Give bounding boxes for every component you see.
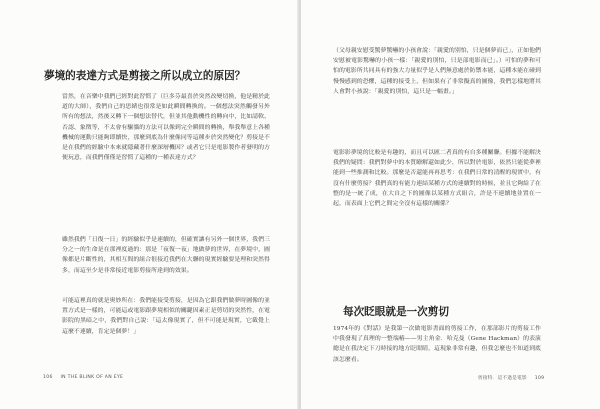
body-paragraph: 1974年的《對話》是我第一次做電影書面的剪接工作，在那部影片的剪接工作中我發現了真理的一整端樁——男主角金．哈克曼（Gene Hackman）的表演總是在我決定下刀時接的地方眨眼睛，這現象非常有趣，但我怎麼也不知道到底該怎麼看。 <box>333 326 541 363</box>
left-page <box>0 0 299 409</box>
page-number: 109 <box>534 376 545 381</box>
body-paragraph: 可能這裡真的就是奧妙所在：我們能接受剪接，是因為它跟我們做夢時圖像的並置方式是一樣的，可能這或電影跟夢境相似的關鍵因素正是剪切的突然性，在電影院的黑暗之中，我們對自己說：「這太像現實了，但不可能是現實，它截覺上這麼不連續，肯定是個夢！」 <box>62 298 270 335</box>
running-title: 剪接特．這不過是電影 <box>478 376 527 381</box>
section-heading-blink: 每次眨眼就是一次剪切 <box>343 306 449 318</box>
body-paragraph: 雖然我們「日復一日」的經驗似乎是連續的，但確實讓有另外一個世界，我們三分之一的生命是在那裡度過的：那是「夜復一夜」地做夢的世界，在夢境中，圖像都是片斷性的，其相互間的組合很接近我們在大聯的現實經驗要是理和突然得多，而這至少是非常接近電影剪接所達到的效果。 <box>62 237 270 274</box>
body-paragraph: 當然，在音樂中我們已經對此習慣了（巨多芬最喜於突然改變切換，他是精於此道的大師），我們自己的思緒也很常是如此瞬間轉換的。一個想法突然觸發另外所有的想法，然後又轉下一個想法替代，但並其他動機性的轉向中，比如請軟、否認、象徵等，不太會有驅貓的方法可以像到完全瞬間的轉換，舉我舉意上各種機械的運動只能夠即續快，那麼到底為什麼像同等這種步於突然變化？剪接是不是在我們的經驗中本來就隱藏著什麼深層機因？或者它只是電影製作者發明的方便玩意，而我們僅僅是習慣了這種的一種表達方式？ <box>62 94 270 162</box>
section-heading-dream: 夢境的表達方式是剪接之所以成立的原因？ <box>44 70 246 82</box>
footer <box>43 375 123 380</box>
page-number: 106 <box>43 375 53 380</box>
body-paragraph: 電影影夢境的比較是有趣的，而且可以匯二者真的有自多種關聯。但據不能解決我們的疑問：我們對夢中的本質瞭解還如此少，所以對於電影，依然只能從夢裡能到一些推測和比較。那麼是否還能再再思考：在我們日常的清醒的現實中，有沒有什麼剪接？我們真的有能力連結某種方式的連續對的時候，並且它夠給了在整的是一統了成，在大自之下的圖像以某種方式組合，許是不連續地並置在一起，而表面上它們之間完全沒有這樣的關係？ <box>333 150 541 208</box>
running-title: IN THE BLINK OF AN EYE <box>60 375 124 380</box>
footer <box>478 375 544 381</box>
body-paragraph: （父母親安慰受驚夢驚嚇的小孩會說：「親愛的別怕，只是個夢而已」，正如他們安慰被電影驚嚇的小孩一樣：「親愛的別怕，只是部電影而已」。）可怕的夢和可怕的電影所共同具有的強大力量似乎是人們無意處於防禦本能，這種本能在碰到慢慢感到的恐懼，這種的接受上，但如果有了非常擬真的圖像，我們怎樣地將其人會對小孩說：「親愛的別怕，這只是一幅畫。」 <box>333 48 541 95</box>
